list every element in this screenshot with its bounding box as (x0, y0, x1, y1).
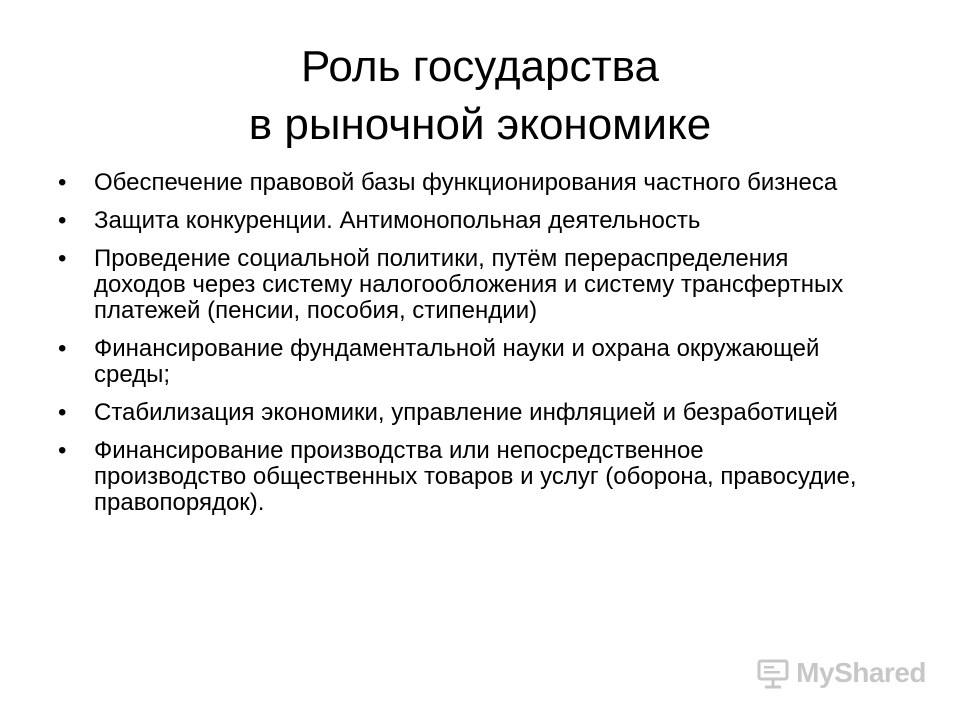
myshared-watermark (756, 654, 926, 692)
bullet-text: Финансирование фундаментальной науки и охрана окружающей среды; (94, 335, 820, 388)
bullet-item (58, 336, 858, 388)
title-line-1: Роль государства (301, 42, 659, 91)
slide-title (0, 38, 960, 154)
bullet-dot: • (58, 169, 67, 196)
bullet-text: Проведение социальной политики, путём перераспределения доходов через систему налогообложения и систему трансфертных платежей (пенсии, пособия, стипендии) (94, 245, 844, 324)
bullet-item (58, 208, 858, 234)
title-line-2: в рыночной экономике (248, 100, 712, 149)
bullet-text: Финансирование производства или непосредственное производство общественных товаров и услуг (оборона, правосудие, правопорядок). (94, 437, 857, 516)
bullet-item (58, 438, 858, 516)
bullet-item (58, 400, 858, 426)
bullet-dot: • (58, 335, 67, 362)
bullet-text: Стабилизация экономики, управление инфляцией и безработицей (94, 399, 838, 426)
bullet-list (58, 170, 858, 528)
bullet-dot: • (58, 437, 67, 464)
bullet-text: Защита конкуренции. Антимонопольная деятельность (94, 207, 701, 234)
bullet-item (58, 170, 858, 196)
bullet-text: Обеспечение правовой базы функционирования частного бизнеса (94, 169, 838, 196)
bullet-dot: • (58, 245, 67, 272)
bullet-dot: • (58, 207, 67, 234)
watermark-brand: MyShared (796, 657, 926, 688)
bullet-dot: • (58, 399, 67, 426)
presentation-board-icon (756, 656, 790, 690)
bullet-item (58, 246, 858, 324)
